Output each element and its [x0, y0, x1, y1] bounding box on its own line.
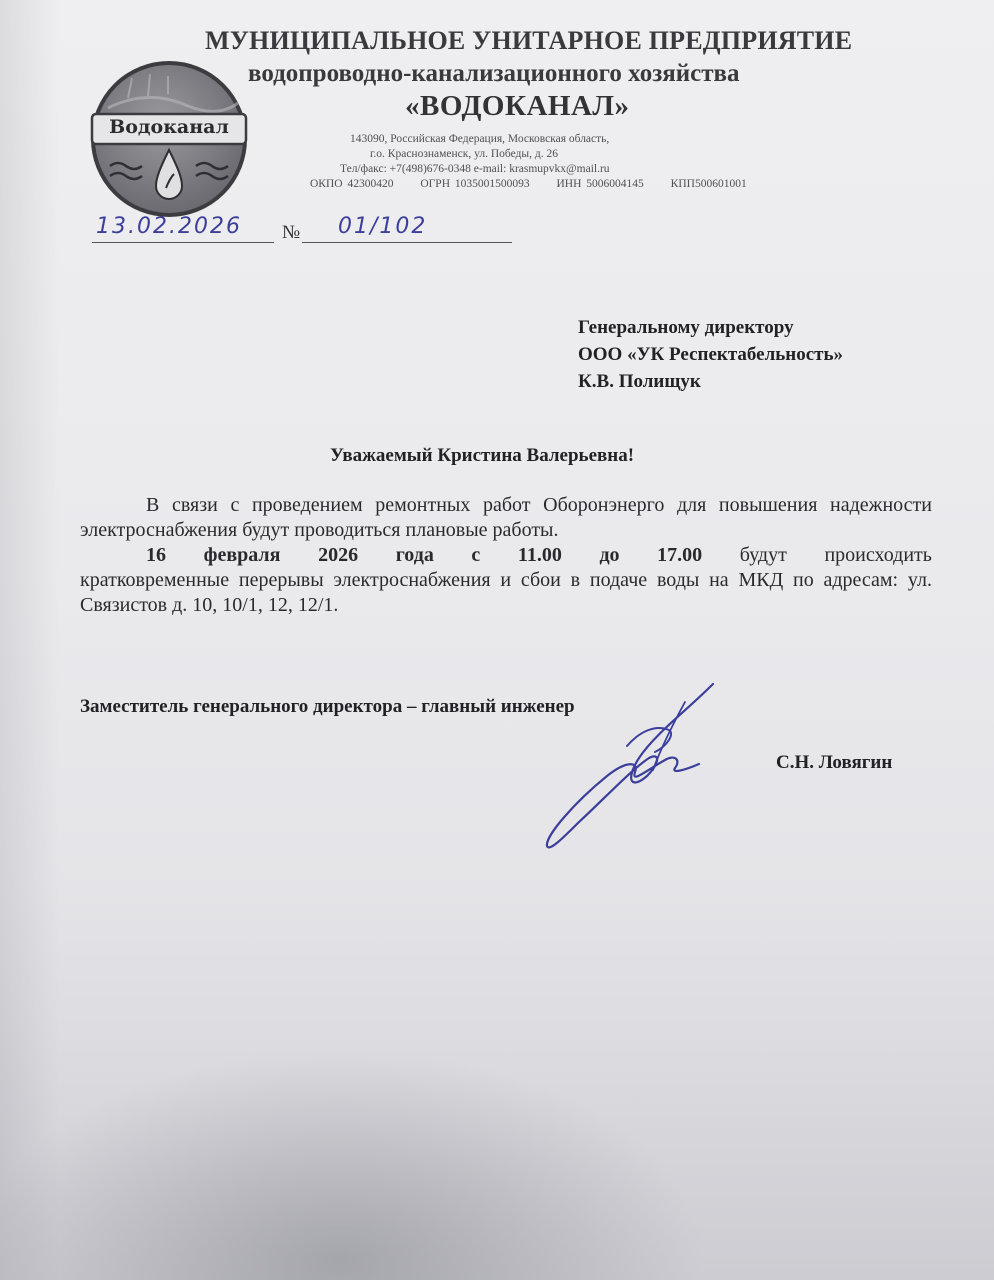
ogrn: ОГРН 1035001500093 — [420, 178, 530, 190]
kpp: КПП500601001 — [670, 178, 747, 190]
logo-text: Водоканал — [109, 116, 229, 138]
company-requisites — [310, 178, 769, 190]
registration-date: 13.02.2026 — [96, 214, 242, 239]
addressee-company: ООО «УК Респектабельность» — [578, 344, 844, 365]
p2-word: будут — [739, 544, 787, 566]
p2-word: с — [471, 544, 481, 566]
org-activity: водопроводно-канализационного хозяйства — [248, 60, 740, 87]
addressee-position: Генеральному директору — [578, 317, 794, 338]
org-type: МУНИЦИПАЛЬНОЕ УНИТАРНОЕ ПРЕДПРИЯТИЕ — [205, 26, 853, 55]
page-shadow-bottom — [0, 880, 994, 1280]
p2-word: 17.00 — [657, 544, 703, 566]
signer-name: С.Н. Ловягин — [776, 752, 893, 773]
p2-word: года — [395, 544, 434, 566]
p2-word: до — [599, 544, 620, 566]
p2-word: 16 — [146, 544, 166, 566]
org-name: «ВОДОКАНАЛ» — [405, 90, 630, 122]
date-underline — [92, 242, 274, 243]
p2-word: происходить — [824, 544, 932, 566]
paragraph-2-first-line — [80, 543, 932, 568]
signer-title: Заместитель генерального директора – главный инженер — [80, 696, 575, 717]
paragraph-2-rest: кратковременные перерывы электроснабжения и сбои в подаче воды на МКД по адресам: ул. Связистов д. 10, 10/1, 12, 12/1. — [80, 569, 932, 616]
addressee-name: К.В. Полищук — [578, 371, 701, 392]
address-line1: 143090, Российская Федерация, Московская область, — [350, 133, 610, 145]
handwritten-signature — [535, 672, 755, 872]
registration-number: 01/102 — [338, 214, 428, 239]
number-underline — [302, 242, 512, 243]
p2-word: февраля — [203, 544, 281, 566]
vodokanal-logo — [88, 58, 250, 220]
contacts: Тел/факс: +7(498)676-0348 e-mail: krasmupvkx@mail.ru — [340, 163, 610, 175]
page-shadow-left — [0, 0, 60, 1280]
addressee-block — [578, 314, 843, 395]
p2-word: 11.00 — [517, 544, 562, 566]
p2-word: 2026 — [318, 544, 359, 566]
address-line2: г.о. Краснознаменск, ул. Победы, д. 26 — [370, 148, 558, 160]
okpo: ОКПО 42300420 — [310, 178, 394, 190]
inn: ИНН 5006004145 — [556, 178, 644, 190]
letter-body — [80, 493, 932, 618]
number-label: № — [282, 222, 301, 243]
paragraph-1: В связи с проведением ремонтных работ Оборонэнерго для повышения надежности электроснабжения будут проводиться плановые работы. — [80, 494, 932, 541]
salutation: Уважаемый Кристина Валерьевна! — [330, 445, 635, 466]
registration-line — [92, 212, 512, 248]
